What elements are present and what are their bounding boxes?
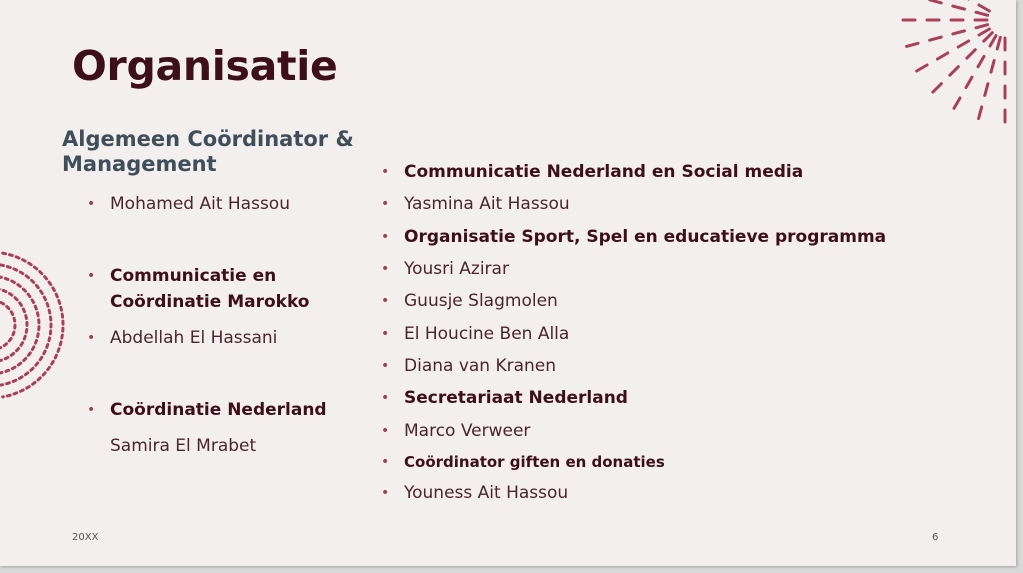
bullet-icon: • <box>87 196 96 212</box>
bullet-icon: • <box>381 454 390 470</box>
bullet-icon: • <box>381 293 390 309</box>
bullet-icon: • <box>87 330 96 346</box>
bullet-icon: • <box>381 423 390 439</box>
bullet-icon: • <box>381 164 390 180</box>
list-item: • Mohamed Ait Hassou <box>110 191 290 217</box>
bullet-icon: • <box>381 485 390 501</box>
list-item: • Organisatie Sport, Spel en educatieve programma <box>404 224 886 250</box>
section-subtitle: Algemeen Coördinator & Management <box>62 127 354 176</box>
bullet-icon: • <box>381 326 390 342</box>
list-item: • Guusje Slagmolen <box>404 288 558 314</box>
list-item: • El Houcine Ben Alla <box>404 321 569 347</box>
bullet-icon: • <box>87 402 96 418</box>
bullet-icon: • <box>381 196 390 212</box>
decorative-burst-top-right <box>890 0 1016 125</box>
list-item: • Secretariaat Nederland <box>404 385 628 411</box>
bullet-icon: • <box>381 261 390 277</box>
list-item: Samira El Mrabet <box>110 436 257 456</box>
footer-date: 20XX <box>72 532 99 543</box>
list-item: • Communicatie en <box>110 263 276 289</box>
list-item: • Abdellah El Hassani <box>110 325 277 351</box>
bullet-icon: • <box>381 229 390 245</box>
list-item: • Coördinatie Nederland <box>110 397 327 423</box>
list-item: Coördinatie Marokko <box>110 292 310 312</box>
page-title: Organisatie <box>72 42 338 90</box>
list-item: • Yousri Azirar <box>404 256 509 282</box>
page-number: 6 <box>932 532 939 543</box>
bullet-icon: • <box>381 390 390 406</box>
list-item: • Yasmina Ait Hassou <box>404 191 570 217</box>
list-item: • Diana van Kranen <box>404 353 556 379</box>
list-item: • Youness Ait Hassou <box>404 480 568 506</box>
decorative-burst-left <box>0 225 80 425</box>
list-item: • Communicatie Nederland en Social media <box>404 159 803 185</box>
bullet-icon: • <box>381 358 390 374</box>
list-item: • Coördinator giften en donaties <box>404 449 665 475</box>
bullet-icon: • <box>87 268 96 284</box>
list-item: • Marco Verweer <box>404 418 530 444</box>
